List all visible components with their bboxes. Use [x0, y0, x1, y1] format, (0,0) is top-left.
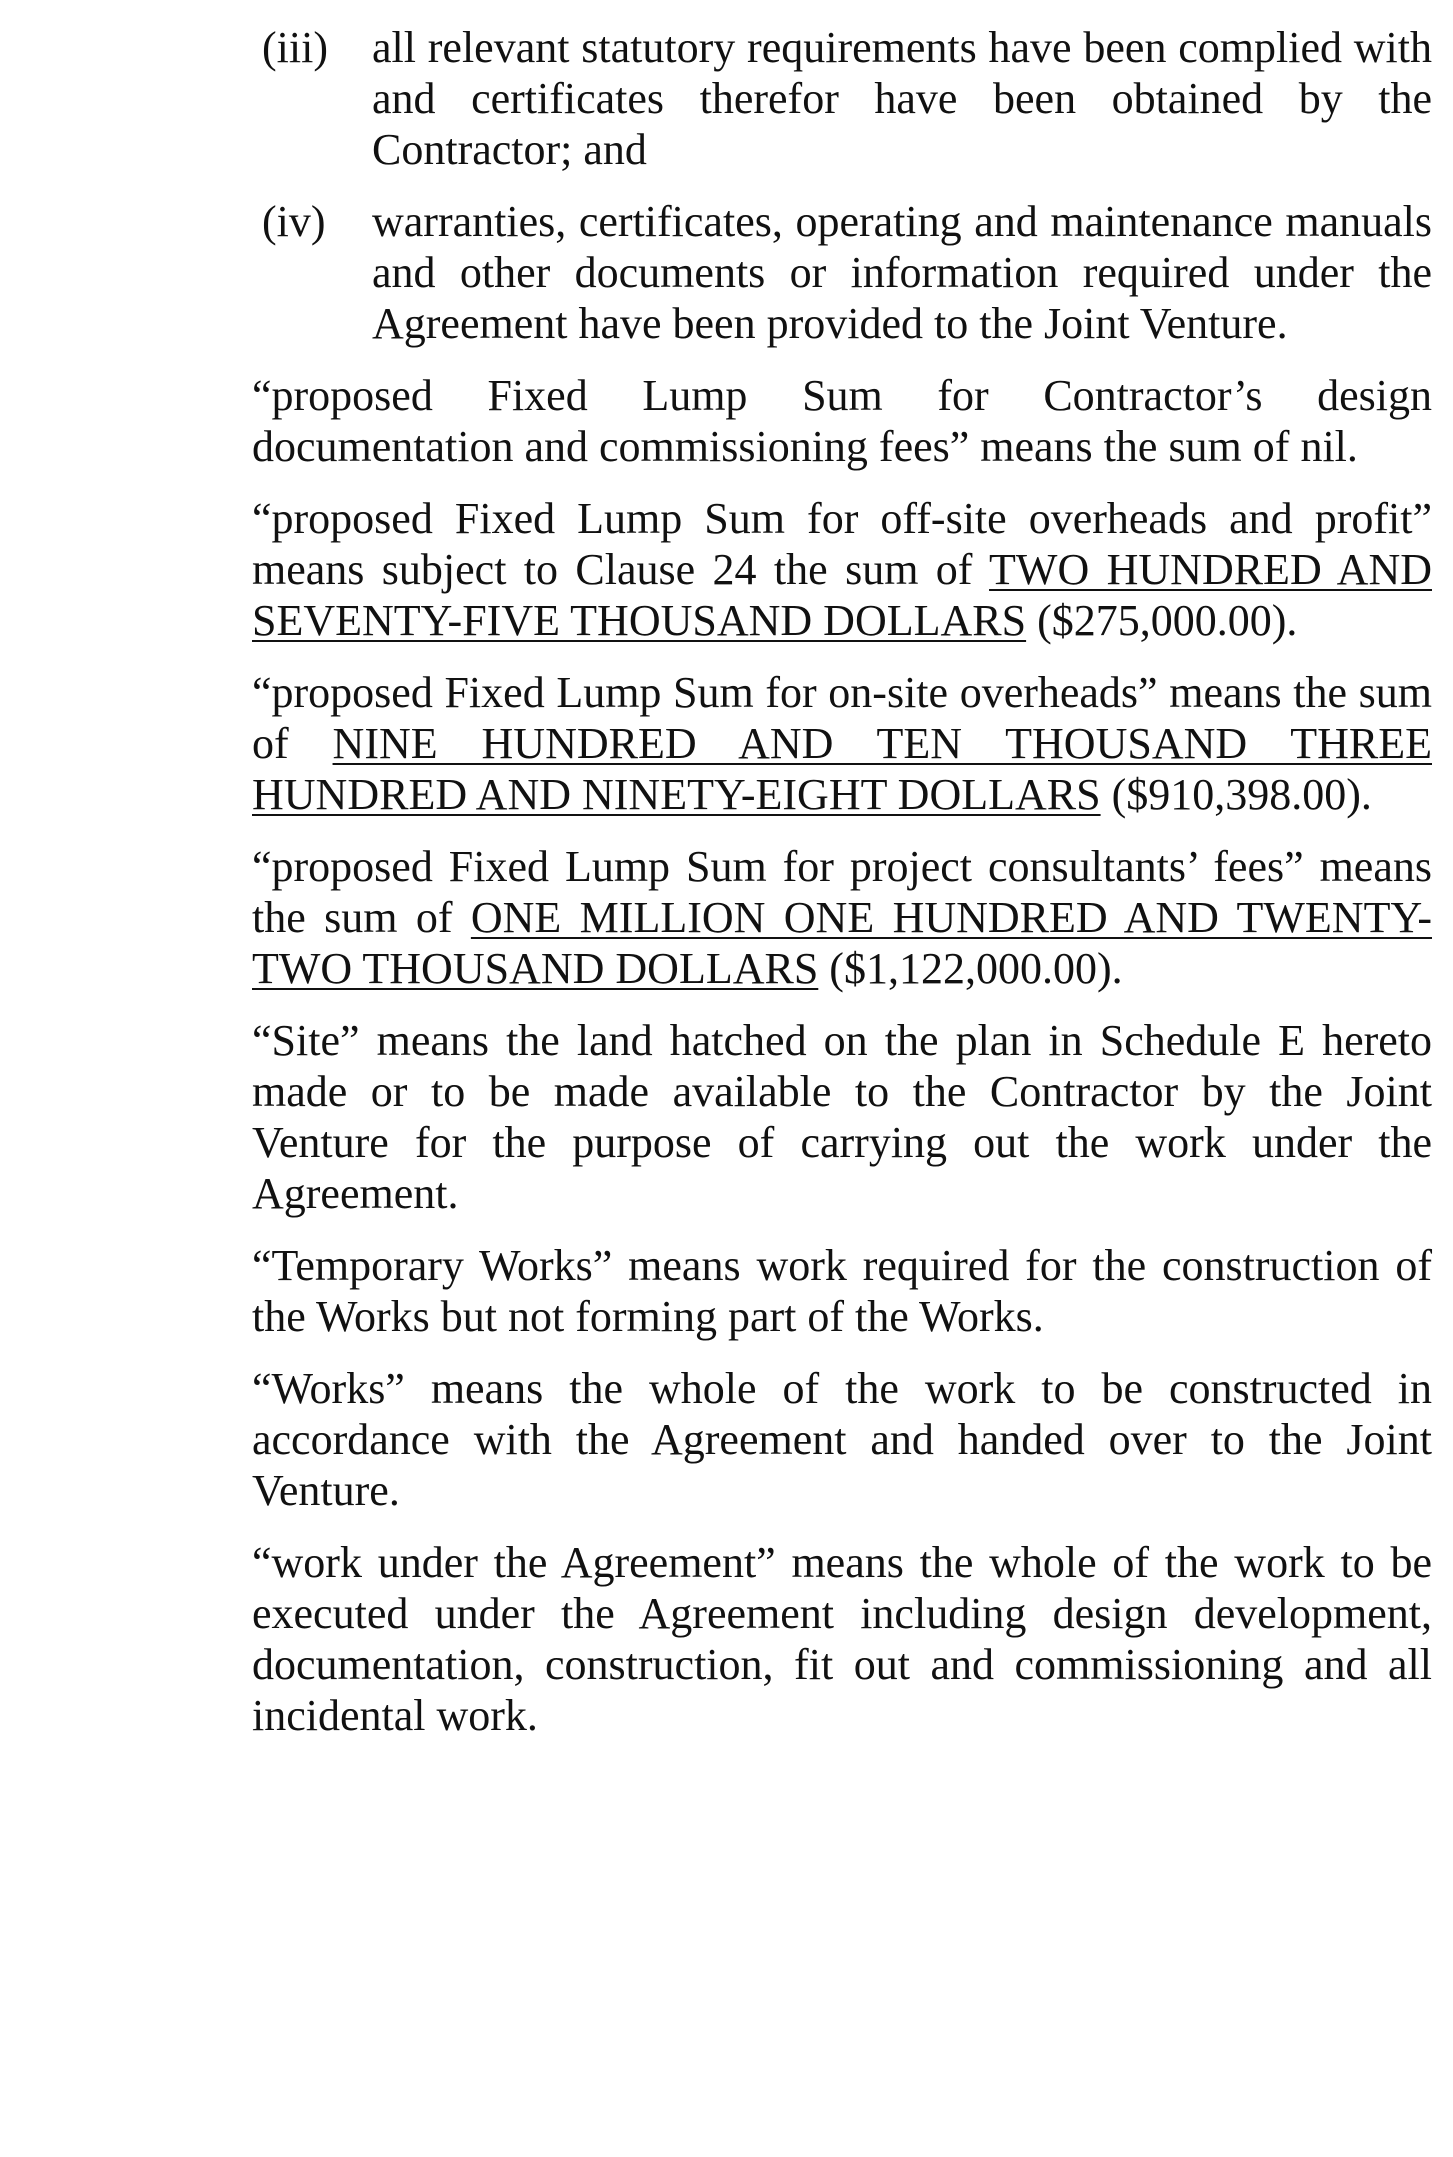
amount-in-words: NINE HUNDRED AND TEN THOUSAND THREE HUNDRED AND NINETY-EIGHT DOLLARS	[252, 719, 1432, 819]
sub-item-text: warranties, certificates, operating and maintenance manuals and other documents or information required under the Agreement have been provided to the Joint Venture.	[372, 197, 1432, 348]
amount-in-figures: ($910,398.00).	[1100, 770, 1372, 819]
definition-lead: “proposed Fixed Lump Sum for project consultants’ fees” means the sum of	[252, 842, 1432, 942]
definition-text: “Works” means the whole of the work to be constructed in accordance with the Agreement and handed over to the Joint Venture.	[252, 1364, 1432, 1515]
definition-text: “Site” means the land hatched on the plan in Schedule E hereto made or to be made available to the Contractor by the Joint Venture for the purpose of carrying out the work under the Agreement.	[252, 1016, 1432, 1218]
definition-temporary-works	[252, 1240, 1432, 1342]
definition-text: “work under the Agreement” means the whole of the work to be executed under the Agreement including design development, documentation, construction, fit out and commissioning and all incidental work.	[252, 1538, 1432, 1740]
definition-onsite-overheads	[252, 667, 1432, 820]
definition-design-documentation-fees	[252, 370, 1432, 472]
sub-item-iv	[252, 196, 1432, 349]
definition-text: “Temporary Works” means work required for the construction of the Works but not forming part of the Works.	[252, 1241, 1432, 1341]
definition-lead: “proposed Fixed Lump Sum for on-site overheads” means the sum of	[252, 668, 1432, 768]
document-body	[252, 22, 1432, 1762]
definition-lead: “proposed Fixed Lump Sum for off-site overheads and profit” means subject to Clause 24 the sum of	[252, 494, 1432, 594]
sub-item-iii	[252, 22, 1432, 175]
definition-work-under-agreement	[252, 1537, 1432, 1741]
amount-in-figures: ($275,000.00).	[1026, 596, 1298, 645]
amount-in-words: ONE MILLION ONE HUNDRED AND TWENTY-TWO THOUSAND DOLLARS	[252, 893, 1432, 993]
sub-item-marker: (iii)	[262, 23, 328, 72]
amount-in-figures: ($1,122,000.00).	[818, 944, 1123, 993]
sub-item-marker: (iv)	[262, 197, 326, 246]
definition-consultants-fees	[252, 841, 1432, 994]
definition-site	[252, 1015, 1432, 1219]
definition-offsite-overheads-profit	[252, 493, 1432, 646]
definition-works	[252, 1363, 1432, 1516]
sub-item-text: all relevant statutory requirements have been complied with and certificates therefor have been obtained by the Contractor; and	[372, 23, 1432, 174]
amount-in-words: TWO HUNDRED AND SEVENTY-FIVE THOUSAND DOLLARS	[252, 545, 1432, 645]
definition-text: “proposed Fixed Lump Sum for Contractor’s design documentation and commissioning fees” means the sum of nil.	[252, 371, 1432, 471]
